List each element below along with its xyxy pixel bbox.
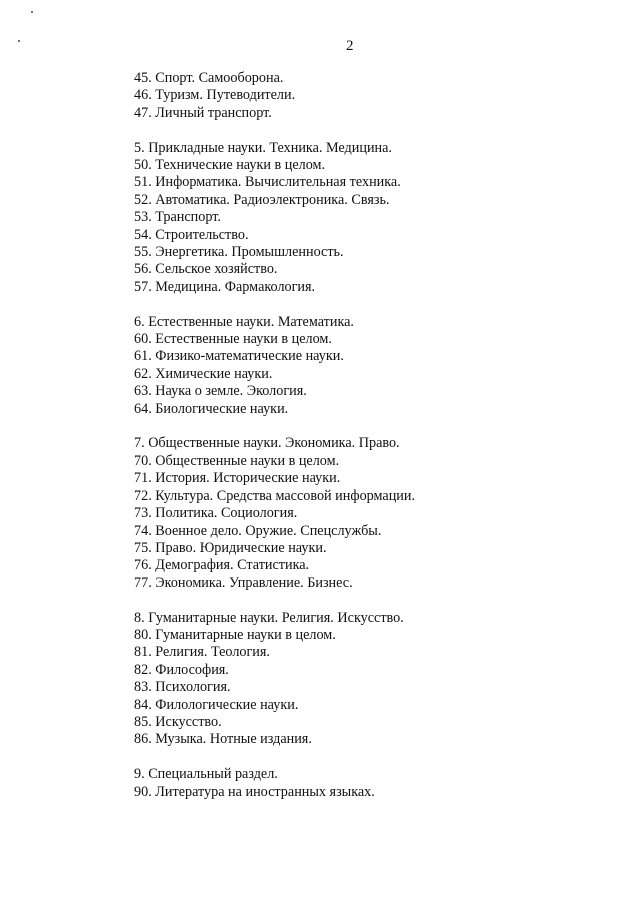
list-item: 62. Химические науки.	[134, 365, 273, 382]
list-item: 84. Филологические науки.	[134, 696, 299, 713]
classification-list	[134, 70, 415, 801]
section-applied-sciences	[134, 140, 415, 297]
section-heading: 5. Прикладные науки. Техника. Медицина.	[134, 139, 392, 156]
list-item: 55. Энергетика. Промышленность.	[134, 244, 344, 261]
list-item: 83. Психология.	[134, 679, 231, 696]
section-heading: 9. Специальный раздел.	[134, 766, 278, 783]
section-social-sciences	[134, 435, 415, 592]
list-item: 63. Наука о земле. Экология.	[134, 383, 307, 400]
scan-speck	[31, 11, 33, 13]
scan-speck	[18, 40, 20, 42]
list-item: 85. Искусство.	[134, 713, 222, 730]
list-item: 57. Медицина. Фармакология.	[134, 278, 316, 295]
list-item: 90. Литература на иностранных языках.	[134, 783, 375, 800]
list-item: 71. История. Исторические науки.	[134, 470, 341, 487]
list-item: 47. Личный транспорт.	[134, 104, 272, 121]
list-item: 72. Культура. Средства массовой информации.	[134, 487, 416, 504]
section-heading: 6. Естественные науки. Математика.	[134, 313, 354, 330]
list-item: 86. Музыка. Нотные издания.	[134, 731, 312, 748]
list-item: 81. Религия. Теология.	[134, 644, 270, 661]
list-item: 74. Военное дело. Оружие. Спецслужбы.	[134, 522, 382, 539]
list-item: 73. Политика. Социология.	[134, 505, 298, 522]
list-item: 53. Транспорт.	[134, 209, 221, 226]
section-humanities	[134, 610, 415, 749]
list-item: 61. Физико-математические науки.	[134, 348, 344, 365]
list-item: 64. Биологические науки.	[134, 400, 289, 417]
list-item: 70. Общественные науки в целом.	[134, 452, 340, 469]
page-number: 2	[346, 38, 354, 54]
list-item: 80. Гуманитарные науки в целом.	[134, 626, 336, 643]
list-item: 46. Туризм. Путеводители.	[134, 87, 296, 104]
section-heading: 7. Общественные науки. Экономика. Право.	[134, 435, 400, 452]
list-item: 50. Технические науки в целом.	[134, 157, 326, 174]
list-item: 77. Экономика. Управление. Бизнес.	[134, 574, 353, 591]
section-special	[134, 766, 415, 801]
list-item: 54. Строительство.	[134, 226, 249, 243]
list-item: 51. Информатика. Вычислительная техника.	[134, 174, 401, 191]
list-item: 56. Сельское хозяйство.	[134, 261, 278, 278]
list-item: 45. Спорт. Самооборона.	[134, 70, 284, 86]
section-heading: 8. Гуманитарные науки. Религия. Искусство.	[134, 609, 404, 626]
list-item: 76. Демография. Статистика.	[134, 557, 310, 574]
section-natural-sciences	[134, 314, 415, 418]
list-item: 60. Естественные науки в целом.	[134, 331, 332, 348]
list-item: 82. Философия.	[134, 661, 229, 678]
list-item: 75. Право. Юридические науки.	[134, 539, 327, 556]
section-sport	[134, 70, 415, 122]
list-item: 52. Автоматика. Радиоэлектроника. Связь.	[134, 191, 390, 208]
